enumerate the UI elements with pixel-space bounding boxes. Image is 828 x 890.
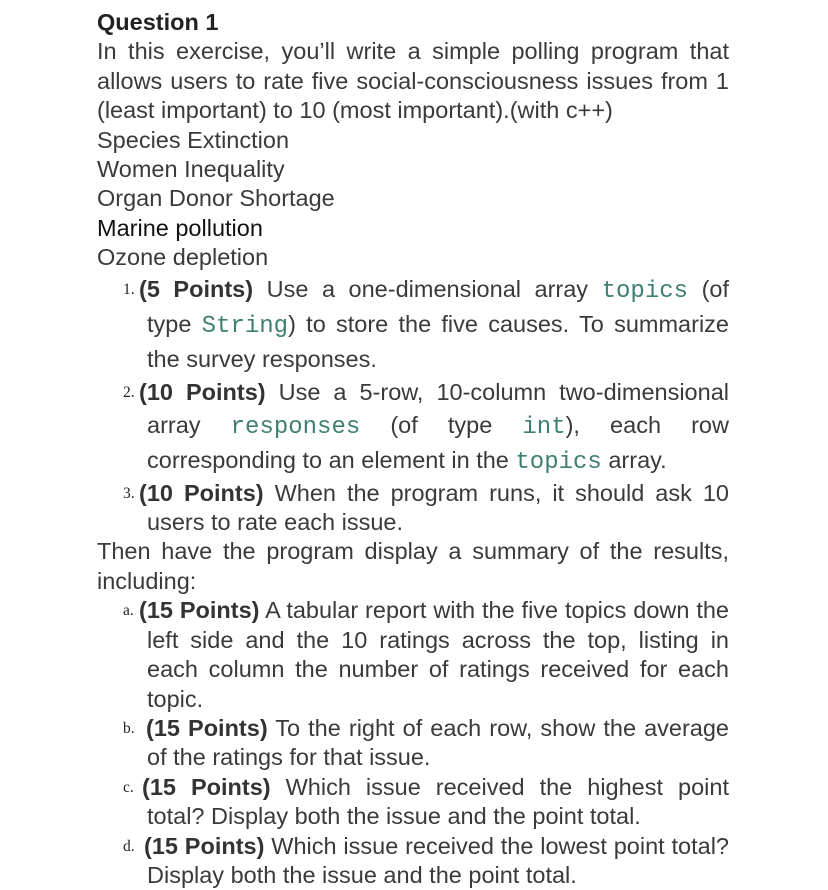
summary-item [97, 832, 729, 890]
summary-text: A tabular report with the five topics down the left side and the 10 ratings across the top, listing in each column the number of ratings received for each topic. [147, 597, 729, 712]
task-text: array. [601, 446, 667, 473]
code-token: int [522, 413, 566, 441]
task-item [97, 273, 729, 376]
summary-text: Which issue received the lowest point total? Display both the issue and the point total. [147, 832, 729, 888]
issue-list [97, 126, 729, 273]
task-text: When the program runs, it should ask 10 users to rate each issue. [147, 479, 729, 536]
task-text: Use a 5-row, 10-column two-dimensional array [147, 378, 729, 438]
summary-list [97, 596, 729, 890]
task-text: ), each row corresponding to an element in the [147, 411, 729, 473]
issue-item: Marine pollution [97, 214, 263, 241]
summary-text: To the right of each row, show the average of the ratings for that issue. [147, 714, 729, 771]
task-points: (5 Points) [139, 275, 254, 302]
task-item [97, 479, 729, 538]
task-points: (10 Points) [139, 479, 264, 506]
summary-letter: a. [123, 602, 134, 620]
task-number: 1. [123, 280, 135, 298]
code-token: topics [515, 448, 602, 476]
summary-letter: d. [123, 837, 135, 855]
summary-letter: b. [123, 719, 135, 737]
task-list [97, 273, 729, 538]
task-number: 3. [123, 484, 135, 502]
task-text: (of type [147, 275, 729, 337]
summary-item [97, 596, 729, 714]
code-token: String [201, 312, 289, 340]
summary-item [97, 773, 729, 832]
task-item [97, 376, 729, 479]
task-text: ) to store the five causes. To summarize the survey responses. [147, 310, 729, 372]
question-heading: Question 1 [97, 9, 219, 35]
task-text: (of type [360, 411, 523, 438]
task-number: 2. [123, 383, 135, 401]
task-points: (10 Points) [139, 378, 266, 405]
summary-points: (15 Points) [142, 773, 271, 800]
summary-item [97, 714, 729, 773]
summary-letter: c. [123, 778, 134, 796]
summary-text: Which issue received the highest point total? Display both the issue and the point total. [147, 773, 729, 830]
summary-intro: Then have the program display a summary of the results, including: [97, 538, 729, 594]
issue-item: Ozone depletion [97, 244, 269, 271]
summary-points: (15 Points) [146, 714, 268, 741]
issue-item: Organ Donor Shortage [97, 185, 335, 212]
issue-item: Women Inequality [97, 156, 285, 183]
task-text: Use a one-dimensional array [253, 275, 602, 302]
issue-item: Species Extinction [97, 126, 290, 153]
summary-points: (15 Points) [139, 597, 260, 624]
code-token: responses [230, 413, 361, 441]
question-document [97, 8, 729, 890]
summary-points: (15 Points) [144, 832, 265, 859]
intro-paragraph: In this exercise, you’ll write a simple polling program that allows users to rate five social-consciousness issues from 1 (least important) to 10 (most important).(with c++) [97, 38, 729, 124]
code-token: topics [601, 277, 689, 305]
